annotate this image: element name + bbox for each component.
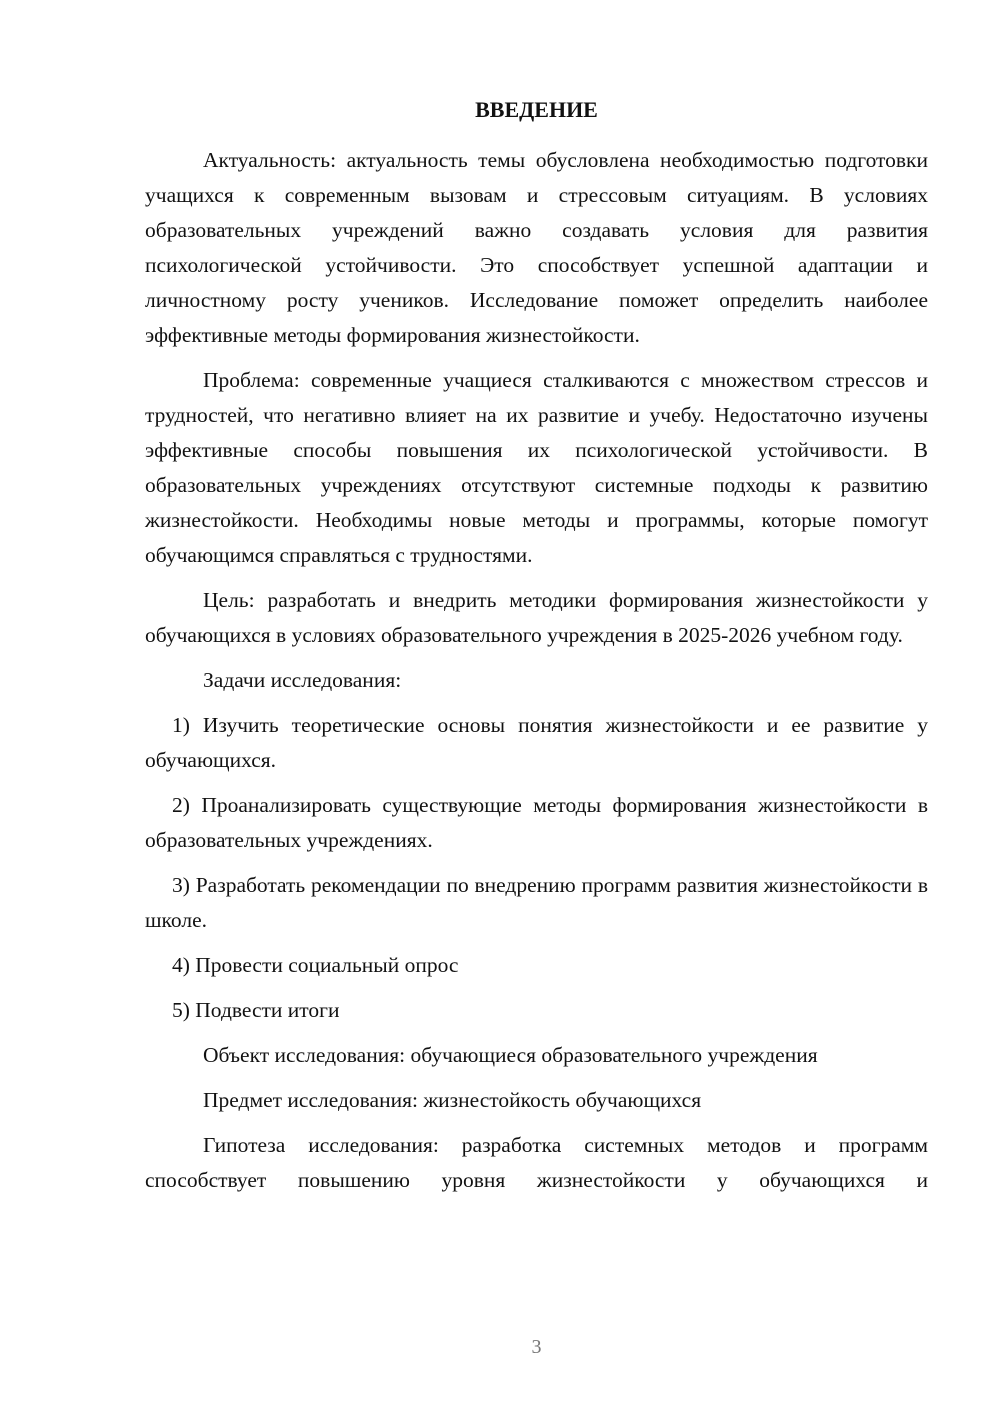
task-item-2: 2) Проанализировать существующие методы формирования жизнестойкости в образовательных учреждениях. [145, 793, 928, 852]
goal-paragraph: Цель: разработать и внедрить методики формирования жизнестойкости у обучающихся в условиях образовательного учреждения в 2025-2026 учебном году. [145, 588, 928, 647]
task-item-4: 4) Провести социальный опрос [172, 953, 459, 977]
document-body [145, 143, 928, 1198]
research-object: Объект исследования: обучающиеся образовательного учреждения [203, 1043, 818, 1067]
relevance-paragraph: Актуальность: актуальность темы обусловлена необходимостью подготовки учащихся к современным вызовам и стрессовым ситуациям. В условиях образовательных учреждений важно создавать условия для развития психологической устойчивости. Это способствует успешной адаптации и личностному росту учеников. Исследование поможет определить наиболее эффективные методы формирования жизнестойкости. [145, 148, 928, 347]
task-item-3: 3) Разработать рекомендации по внедрению программ развития жизнестойкости в школе. [145, 873, 928, 932]
problem-paragraph: Проблема: современные учащиеся сталкиваются с множеством стрессов и трудностей, что негативно влияет на их развитие и учебу. Недостаточно изучены эффективные способы повышения их психологической устойчивости. В образовательных учреждениях отсутствуют системные подходы к развитию жизнестойкости. Необходимы новые методы и программы, которые помогут обучающимся справляться с трудностями. [145, 368, 928, 567]
task-item-1: 1) Изучить теоретические основы понятия жизнестойкости и ее развитие у обучающихся. [145, 713, 928, 772]
page-title: ВВЕДЕНИЕ [475, 97, 598, 122]
research-hypothesis: Гипотеза исследования: разработка системных методов и программ способствует повышению уровня жизнестойкости у обучающихся и [145, 1133, 928, 1192]
task-item-5: 5) Подвести итоги [172, 998, 340, 1022]
page-number: 3 [531, 1336, 542, 1358]
tasks-heading: Задачи исследования: [203, 668, 402, 692]
research-subject: Предмет исследования: жизнестойкость обучающихся [203, 1088, 702, 1112]
